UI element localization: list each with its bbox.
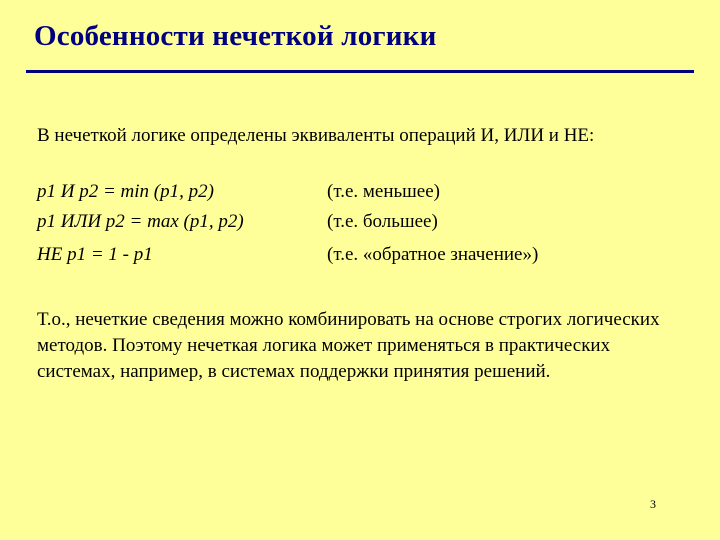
formula-or-expression: p1 ИЛИ p2 = max (p1, p2)	[37, 211, 244, 232]
page-number: 3	[650, 497, 656, 511]
slide-title: Особенности нечеткой логики	[34, 20, 437, 52]
title-underline	[26, 70, 694, 73]
formula-and-expression: p1 И p2 = min (p1, p2)	[37, 181, 214, 202]
formula-not-note: (т.е. «обратное значение»)	[327, 244, 539, 265]
formula-not-expression: НЕ p1 = 1 - p1	[37, 244, 153, 265]
conclusion-paragraph: Т.о., нечеткие сведения можно комбинировать на основе строгих логических методов. Поэтому нечеткая логика может применяться в практических системах, например, в системах поддержки принятия решений.	[37, 309, 660, 382]
formula-and-note: (т.е. меньшее)	[327, 181, 440, 202]
formula-or-note: (т.е. большее)	[327, 211, 438, 232]
intro-paragraph: В нечеткой логике определены эквиваленты операций И, ИЛИ и НЕ:	[37, 125, 595, 146]
